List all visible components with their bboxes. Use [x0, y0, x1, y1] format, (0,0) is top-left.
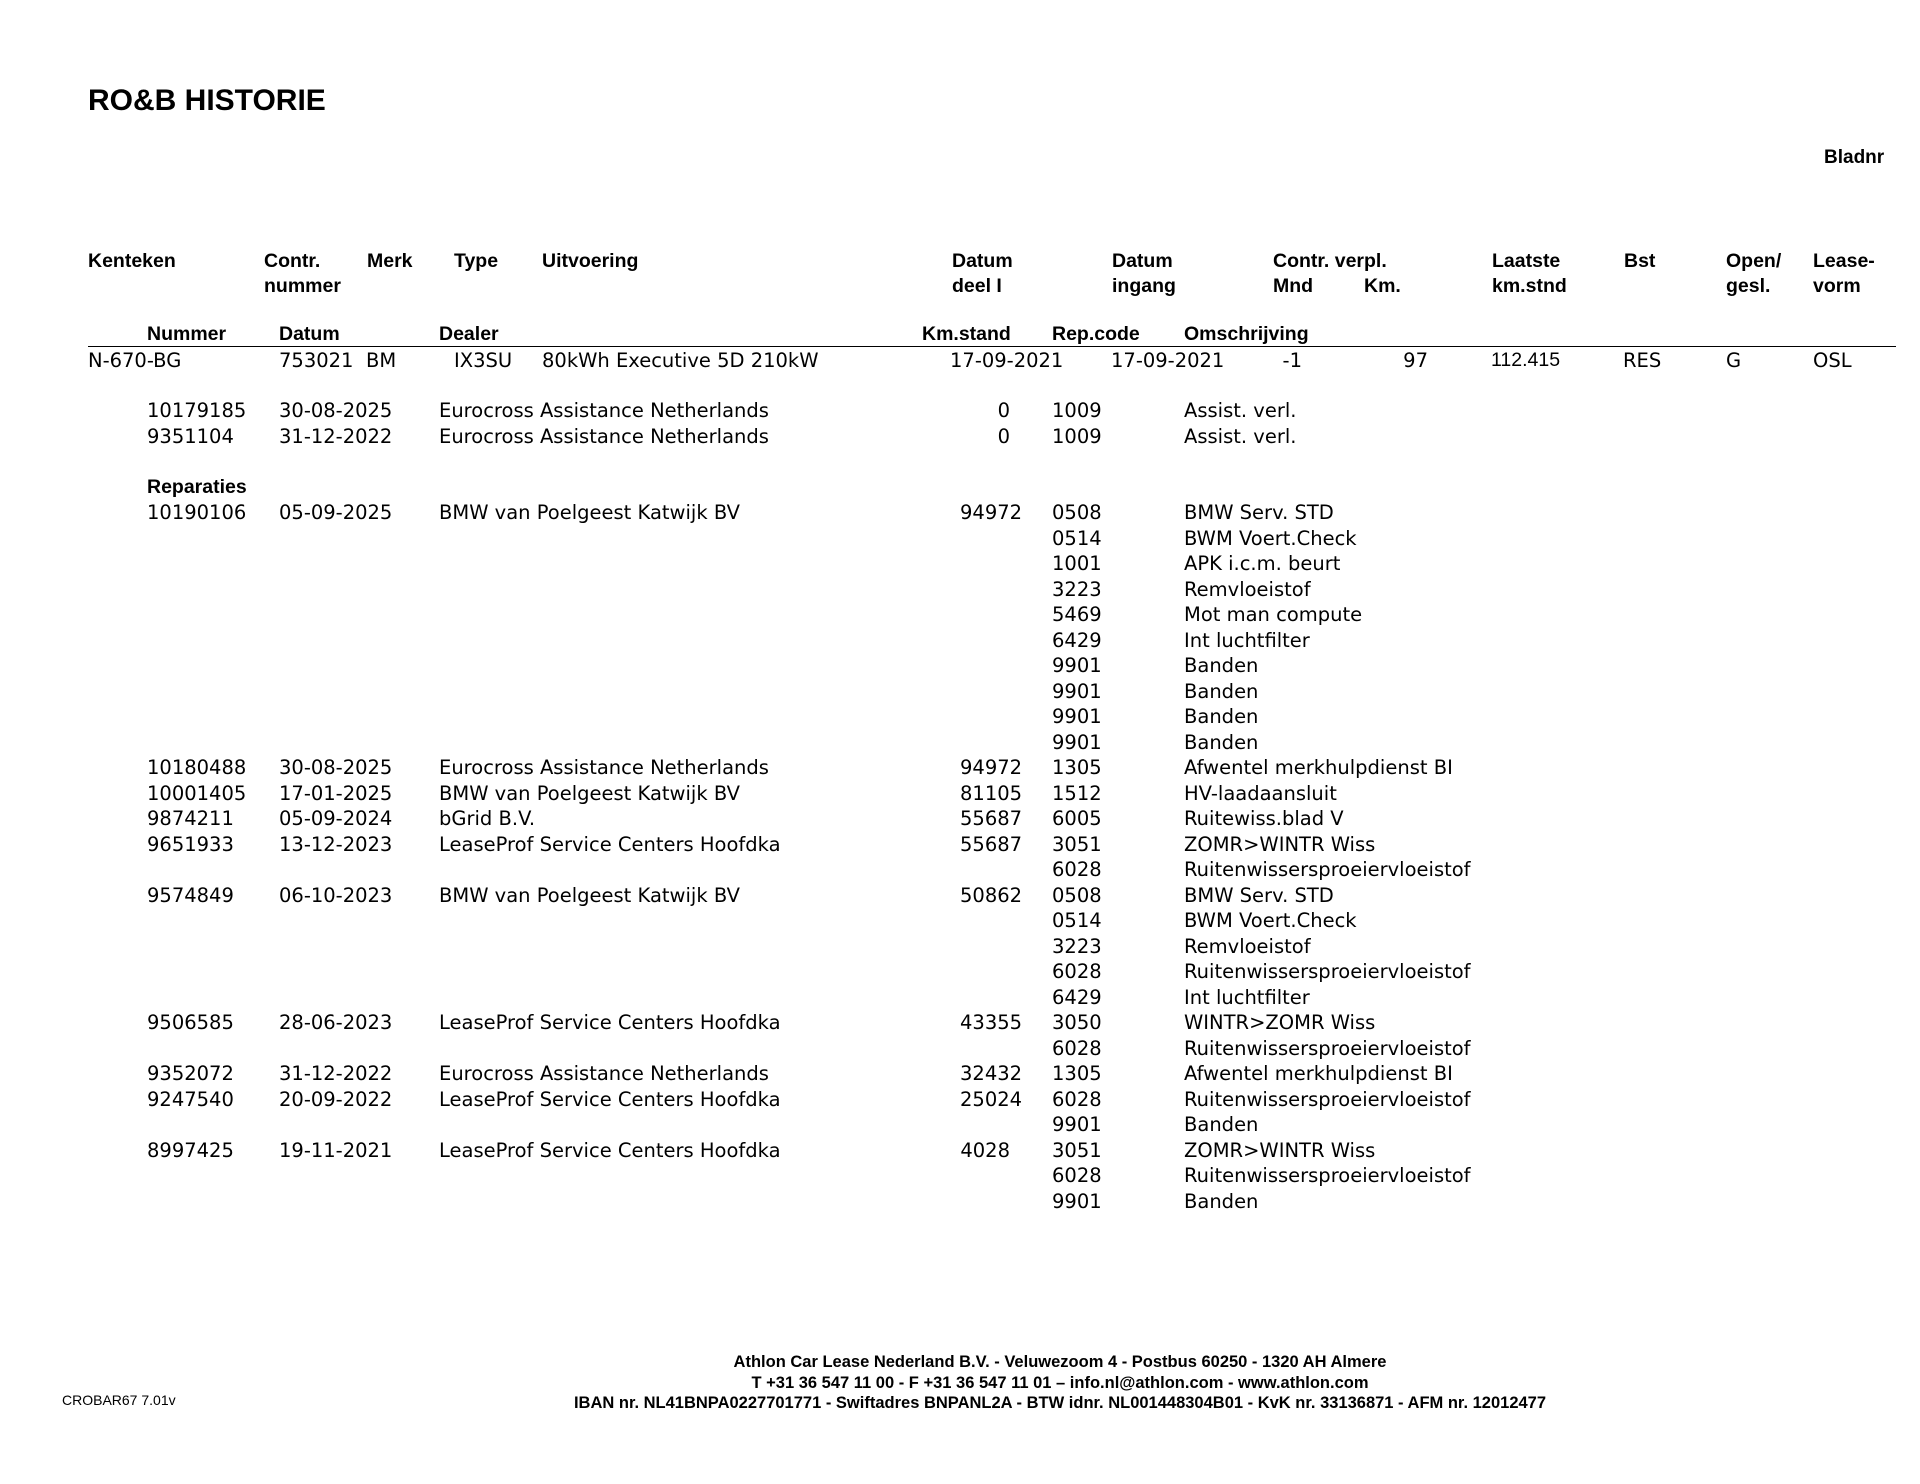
row-dealer: LeaseProf Service Centers Hoofdka: [439, 1087, 781, 1111]
row-omschrijving: HV-laadaansluit: [1184, 781, 1337, 805]
row-kmstand: 94972: [960, 756, 1023, 779]
row-omschrijving: Ruitenwissersproeiervloeistof: [1184, 1036, 1471, 1060]
row-dealer: BMW van Poelgeest Katwijk BV: [439, 883, 740, 907]
row-repcode: 1009: [1052, 399, 1102, 422]
header-leasevorm: Lease- vorm: [1813, 250, 1875, 297]
row-omschrijving: Remvloeistof: [1184, 934, 1311, 958]
row-nummer: 9874211: [147, 807, 234, 830]
row-repcode: 3223: [1052, 577, 1102, 601]
vehicle-km: 97: [1403, 349, 1428, 372]
row-omschrijving: Afwentel merkhulpdienst BI: [1184, 1062, 1453, 1085]
row-dealer: Eurocross Assistance Netherlands: [439, 425, 769, 448]
row-repcode: 6028: [1052, 960, 1102, 983]
row-omschrijving: Ruitenwissersproeiervloeistof: [1184, 960, 1471, 983]
row-repcode: 0508: [1052, 501, 1102, 524]
row-omschrijving: Banden: [1184, 654, 1259, 677]
row-omschrijving: Assist. verl.: [1184, 425, 1297, 448]
vehicle-uitvoering: 80kWh Executive 5D 210kW: [542, 349, 819, 372]
vehicle-datum-deel: 17-09-2021: [950, 349, 1064, 372]
row-nummer: 10180488: [147, 756, 247, 779]
row-dealer: bGrid B.V.: [439, 807, 536, 830]
row-nummer: 9352072: [147, 1062, 234, 1085]
row-omschrijving: APK i.c.m. beurt: [1184, 552, 1341, 575]
row-omschrijving: BMW Serv. STD: [1184, 883, 1334, 907]
row-repcode: 5469: [1052, 603, 1102, 626]
subheader-kmstand: Km.stand: [922, 323, 1011, 345]
row-repcode: 6429: [1052, 985, 1102, 1009]
row-nummer: 10179185: [147, 399, 247, 422]
subheader-nummer: Nummer: [147, 323, 227, 345]
header-laatste-km: Laatste km.stnd: [1492, 250, 1567, 297]
header-km: Km.: [1364, 275, 1401, 297]
vehicle-kenteken: N-670-BG: [88, 349, 182, 372]
header-uitvoering: Uitvoering: [542, 250, 639, 272]
row-kmstand: 0: [997, 425, 1010, 448]
subheader-datum: Datum: [279, 323, 340, 345]
vehicle-contract: 753021: [279, 349, 354, 372]
row-repcode: 1305: [1052, 1062, 1102, 1085]
header-open-gesl: Open/ gesl.: [1726, 250, 1782, 297]
vehicle-laatste-km: 112.415: [1491, 349, 1561, 371]
footer-contact: T +31 36 547 11 00 - F +31 36 547 11 01 – info.nl@athlon.com - www.athlon.com: [751, 1373, 1369, 1392]
vehicle-bst: RES: [1623, 349, 1662, 372]
subheader-repcode: Rep.code: [1052, 323, 1140, 345]
row-dealer: Eurocross Assistance Netherlands: [439, 1062, 769, 1085]
row-omschrijving: Assist. verl.: [1184, 399, 1297, 422]
row-omschrijving: Int luchtfilter: [1184, 628, 1310, 652]
row-nummer: 10190106: [147, 501, 247, 524]
row-kmstand: 81105: [960, 781, 1023, 805]
row-repcode: 6429: [1052, 628, 1102, 652]
row-omschrijving: Banden: [1184, 705, 1259, 728]
row-kmstand: 25024: [960, 1087, 1023, 1111]
row-repcode: 6005: [1052, 807, 1102, 830]
row-kmstand: 50862: [960, 883, 1023, 907]
header-contr-nummer: Contr. nummer: [264, 250, 341, 297]
header-contr-verpl: Contr. verpl. Mnd: [1273, 250, 1387, 297]
row-omschrijving: ZOMR>WINTR Wiss: [1184, 1138, 1376, 1162]
row-kmstand: 4028: [960, 1138, 1010, 1162]
row-kmstand: 55687: [960, 807, 1023, 830]
header-type: Type: [454, 250, 499, 272]
form-code: CROBAR67 7.01v: [62, 1392, 176, 1408]
row-omschrijving: ZOMR>WINTR Wiss: [1184, 832, 1376, 856]
row-omschrijving: Ruitenwissersproeiervloeistof: [1184, 1164, 1471, 1187]
subheader-omschrijving: Omschrijving: [1184, 323, 1309, 345]
row-nummer: 9574849: [147, 883, 234, 907]
row-dealer: Eurocross Assistance Netherlands: [439, 399, 769, 422]
vehicle-mnd: -1: [1282, 349, 1302, 372]
row-dealer: LeaseProf Service Centers Hoofdka: [439, 1138, 781, 1162]
row-kmstand: 55687: [960, 832, 1023, 856]
vehicle-merk: BM: [366, 349, 397, 372]
row-kmstand: 94972: [960, 501, 1023, 524]
row-omschrijving: Mot man compute: [1184, 603, 1363, 626]
header-datum-ingang: Datum ingang: [1112, 250, 1176, 297]
header-kenteken: Kenteken: [88, 250, 176, 272]
row-repcode: 0514: [1052, 526, 1102, 550]
header-merk: Merk: [367, 250, 413, 272]
row-omschrijving: Afwentel merkhulpdienst BI: [1184, 756, 1453, 779]
row-repcode: 9901: [1052, 1189, 1102, 1213]
row-omschrijving: Ruitewiss.blad V: [1184, 807, 1344, 830]
row-omschrijving: Banden: [1184, 1113, 1259, 1136]
row-datum: 13-12-2023: [279, 832, 393, 856]
header-datum-deel: Datum deel I: [952, 250, 1013, 297]
row-repcode: 3051: [1052, 1138, 1102, 1162]
row-omschrijving: Ruitenwissersproeiervloeistof: [1184, 858, 1471, 881]
row-omschrijving: Int luchtfilter: [1184, 985, 1310, 1009]
row-repcode: 0508: [1052, 883, 1102, 907]
header-divider: [88, 346, 1896, 347]
bladnr-label: Bladnr: [1824, 147, 1885, 168]
row-datum: 17-01-2025: [279, 781, 393, 805]
row-datum: 20-09-2022: [279, 1087, 393, 1111]
subheader-dealer: Dealer: [439, 323, 499, 345]
row-repcode: 9901: [1052, 705, 1102, 728]
row-dealer: BMW van Poelgeest Katwijk BV: [439, 781, 740, 805]
row-repcode: 6028: [1052, 1036, 1102, 1060]
row-nummer: 9351104: [147, 425, 234, 448]
reparaties-label: Reparaties: [147, 476, 247, 498]
row-omschrijving: Banden: [1184, 679, 1259, 703]
vehicle-leasevorm: OSL: [1813, 349, 1852, 372]
header-bst: Bst: [1624, 250, 1656, 272]
row-datum: 06-10-2023: [279, 883, 393, 907]
row-repcode: 9901: [1052, 1113, 1102, 1136]
row-repcode: 9901: [1052, 730, 1102, 754]
row-repcode: 3223: [1052, 934, 1102, 958]
row-omschrijving: WINTR>ZOMR Wiss: [1184, 1011, 1376, 1034]
row-repcode: 9901: [1052, 679, 1102, 703]
row-datum: 31-12-2022: [279, 1062, 393, 1085]
row-omschrijving: Remvloeistof: [1184, 577, 1311, 601]
row-nummer: 9651933: [147, 832, 234, 856]
row-nummer: 9506585: [147, 1011, 234, 1034]
row-repcode: 6028: [1052, 1087, 1102, 1111]
row-omschrijving: BMW Serv. STD: [1184, 501, 1334, 524]
row-datum: 05-09-2025: [279, 501, 393, 524]
vehicle-open-gesl: G: [1726, 349, 1742, 372]
footer-bank: IBAN nr. NL41BNPA0227701771 - Swiftadres BNPANL2A - BTW idnr. NL001448304B01 - KvK nr. 33136871 - AFM nr. 12012477: [573, 1394, 1547, 1412]
row-datum: 31-12-2022: [279, 425, 393, 448]
row-datum: 28-06-2023: [279, 1011, 393, 1034]
row-datum: 19-11-2021: [279, 1138, 393, 1162]
row-omschrijving: BWM Voert.Check: [1184, 909, 1357, 932]
row-dealer: LeaseProf Service Centers Hoofdka: [439, 832, 781, 856]
row-nummer: 8997425: [147, 1138, 234, 1162]
row-dealer: Eurocross Assistance Netherlands: [439, 756, 769, 779]
row-nummer: 9247540: [147, 1087, 234, 1111]
row-omschrijving: Banden: [1184, 1189, 1259, 1213]
row-datum: 05-09-2024: [279, 807, 393, 830]
row-repcode: 6028: [1052, 858, 1102, 881]
row-nummer: 10001405: [147, 781, 247, 805]
vehicle-datum-ingang: 17-09-2021: [1111, 349, 1225, 372]
row-repcode: 3051: [1052, 832, 1102, 856]
row-kmstand: 43355: [960, 1011, 1023, 1034]
row-omschrijving: Banden: [1184, 730, 1259, 754]
row-kmstand: 32432: [960, 1062, 1023, 1085]
row-omschrijving: Ruitenwissersproeiervloeistof: [1184, 1087, 1471, 1111]
row-repcode: 6028: [1052, 1164, 1102, 1187]
row-dealer: BMW van Poelgeest Katwijk BV: [439, 501, 740, 524]
footer: [480, 1352, 1640, 1414]
page-title: RO&B HISTORIE: [88, 84, 326, 117]
vehicle-type: IX3SU: [454, 349, 513, 372]
row-repcode: 1009: [1052, 425, 1102, 448]
row-datum: 30-08-2025: [279, 756, 393, 779]
row-repcode: 1512: [1052, 781, 1102, 805]
row-repcode: 9901: [1052, 654, 1102, 677]
row-dealer: LeaseProf Service Centers Hoofdka: [439, 1011, 781, 1034]
footer-address: Athlon Car Lease Nederland B.V. - Veluwezoom 4 - Postbus 60250 - 1320 AH Almere: [733, 1353, 1387, 1371]
row-repcode: 3050: [1052, 1011, 1102, 1034]
row-repcode: 1001: [1052, 552, 1102, 575]
row-omschrijving: BWM Voert.Check: [1184, 526, 1357, 550]
row-kmstand: 0: [997, 399, 1010, 422]
row-repcode: 0514: [1052, 909, 1102, 932]
row-repcode: 1305: [1052, 756, 1102, 779]
row-datum: 30-08-2025: [279, 399, 393, 422]
